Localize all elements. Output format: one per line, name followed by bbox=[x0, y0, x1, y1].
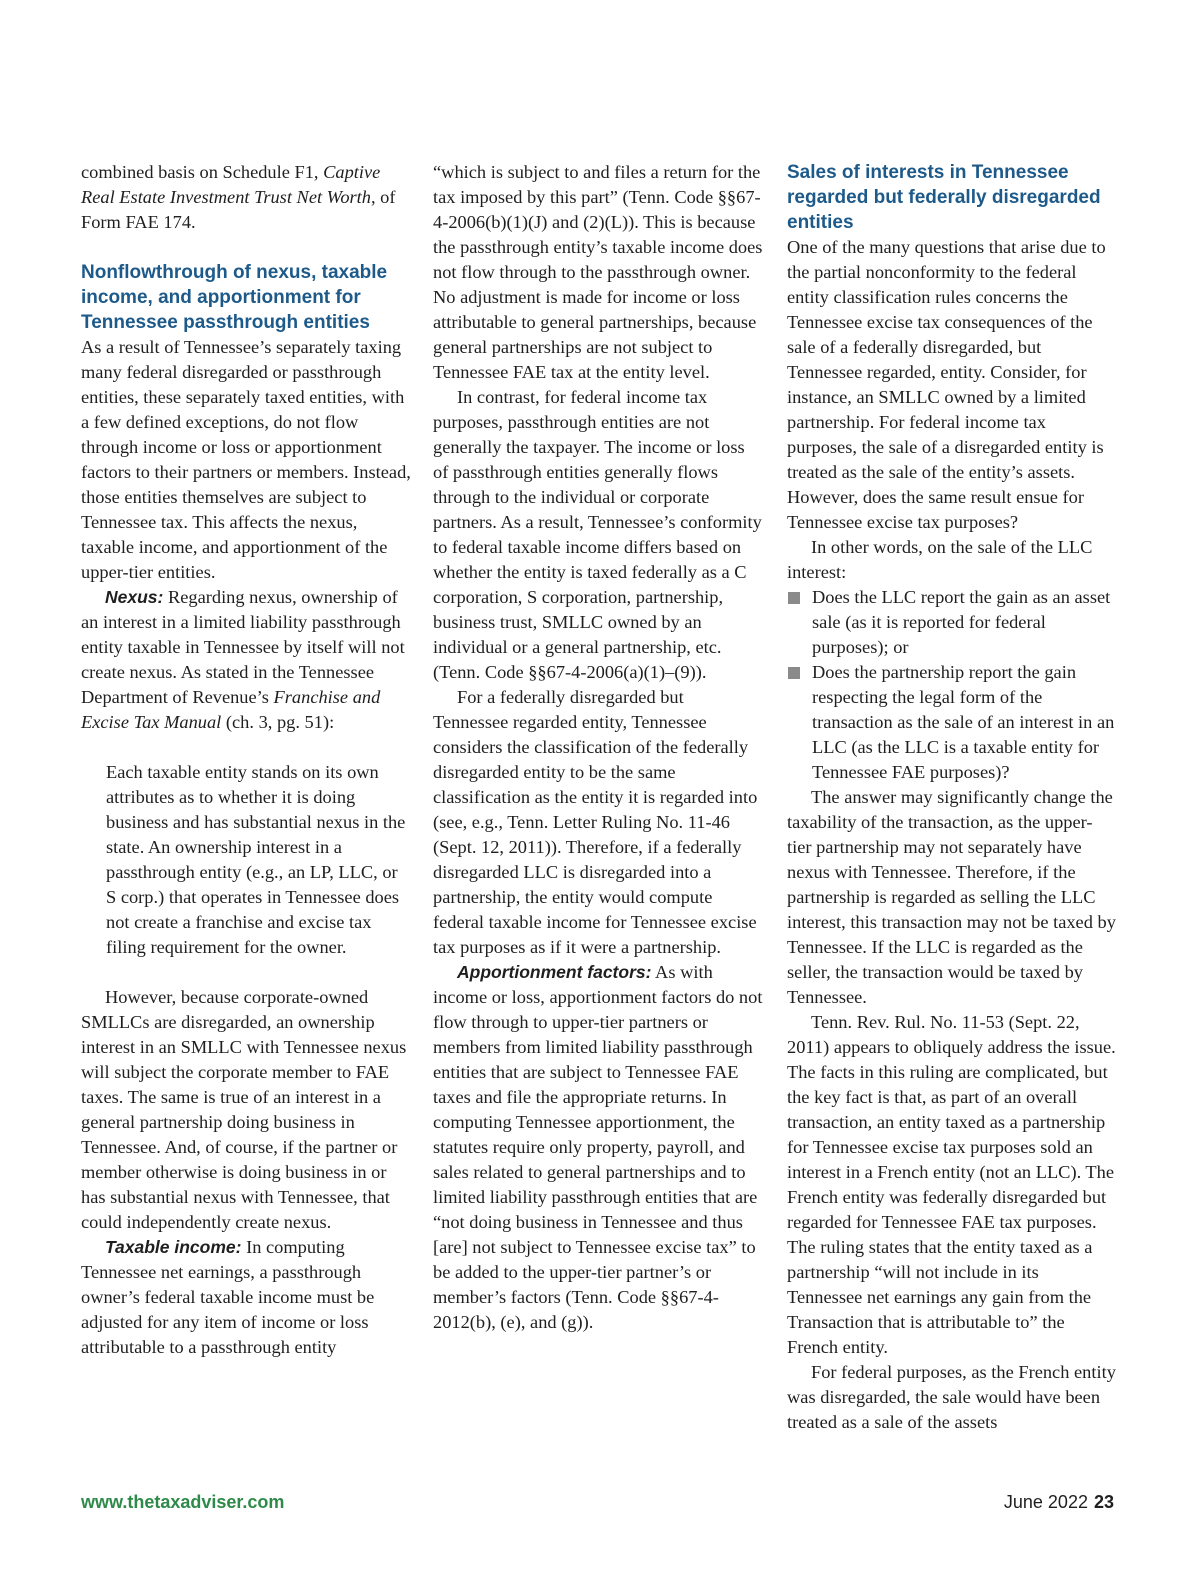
paragraph-which-is-subject: “which is subject to and files a return for the tax imposed by this part” (Tenn. Code §§67-4-2006(b)(1)(J) and (2)(L)). This is because the passthrough entity’s taxable income does not flow through to the passthrough owner. No adjustment is made for income or loss attributable to general partnerships, because general partnerships are not subject to Tennessee FAE tax at the entity level. bbox=[433, 162, 763, 382]
paragraph-nexus: Nexus: Regarding nexus, ownership of an interest in a limited liability passthrough entity taxable in Tennessee by itself will not create nexus. As stated in the Tennessee Department of Revenue’s Franchise and Excise Tax Manual (ch. 3, pg. 51): bbox=[81, 587, 405, 732]
paragraph-schedule-f1: combined basis on Schedule F1, Captive Real Estate Investment Trust Net Worth, of Form FAE 174. bbox=[81, 162, 396, 232]
paragraph-one-of-many-questions: One of the many questions that arise due to the partial nonconformity to the federal entity classification rules concerns the Tennessee excise tax consequences of the sale of a federally disregarded, but Tennessee regarded, entity. Consider, for instance, an SMLLC owned by a limited partnership. For federal income tax purposes, the sale of a disregarded entity is treated as the sale of the entity’s assets. However, does the same result ensue for Tennessee excise tax purposes? bbox=[787, 237, 1106, 532]
nexus-label: Nexus: bbox=[105, 587, 164, 607]
manual-title-italic: Franchise and Excise Tax Manual bbox=[81, 687, 381, 732]
square-bullet-icon bbox=[788, 592, 800, 604]
page-number: 23 bbox=[1093, 1492, 1114, 1512]
website-link[interactable]: www.thetaxadviser.com bbox=[81, 1492, 285, 1512]
taxable-income-label: Taxable income: bbox=[105, 1237, 242, 1257]
paragraph-taxable-income: Taxable income: In computing Tennessee net earnings, a passthrough owner’s federal taxable income must be adjusted for any item of income or loss attributable to a passthrough entity bbox=[81, 1237, 375, 1357]
paragraph-separately-taxing: As a result of Tennessee’s separately taxing many federal disregarded or passthrough entities, these separately taxed entities, with a few defined exceptions, do not flow through income or loss or apportionment factors to their partners or members. Instead, those entities themselves are subject to Tennessee tax. This affects the nexus, taxable income, and apportionment of the upper-tier entities. bbox=[81, 337, 411, 582]
column-3 bbox=[787, 160, 1117, 1435]
paragraph-in-other-words: In other words, on the sale of the LLC interest: bbox=[787, 537, 1093, 582]
page-footer-info bbox=[1004, 1492, 1114, 1513]
list-item: Does the partnership report the gain respecting the legal form of the transaction as the sale of an interest in an LLC (as the LLC is a taxable entity for Tennessee FAE purposes)? bbox=[787, 660, 1117, 785]
issue-date: June 2022 bbox=[1003, 1492, 1088, 1512]
square-bullet-icon bbox=[788, 667, 800, 679]
paragraph-federally-disregarded: For a federally disregarded but Tennessee regarded entity, Tennessee considers the classification of the federally disregarded entity to be the same classification as the entity it is regarded into (see, e.g., Tenn. Letter Ruling No. 11-46 (Sept. 12, 2011)). Therefore, if a federally disregarded LLC is disregarded into a partnership, the entity would compute federal taxable income for Tennessee excise tax purposes as if it were a partnership. bbox=[433, 687, 758, 957]
paragraph-the-answer: The answer may significantly change the taxability of the transaction, as the upper-tier partnership may not separately have nexus with Tennessee. Therefore, if the partnership is regarded as selling the LLC interest, this transaction may not be taxed by Tennessee. If the LLC is regarded as the seller, the transaction would be taxed by Tennessee. bbox=[787, 787, 1116, 1007]
section-heading-nonflowthrough: Nonflowthrough of nexus, taxable income, and apportionment for Tennessee passthrough entities bbox=[81, 262, 388, 333]
paragraph-apportionment-factors: Apportionment factors: As with income or loss, apportionment factors do not flow through to upper-tier partners or members from limited liability passthrough entities that are subject to Tennessee FAE taxes and file the appropriate returns. In computing Tennessee apportionment, the statutes require only property, payroll, and sales related to general partnerships and to limited liability passthrough entities that are “not doing business in Tennessee and thus [are] not subject to Tennessee excise tax” to be added to the upper-tier partner’s or member’s factors (Tenn. Code §§67-4-2012(b), (e), and (g)). bbox=[433, 962, 763, 1332]
apportionment-factors-label: Apportionment factors: bbox=[457, 962, 652, 982]
form-title-italic: Captive Real Estate Investment Trust Net Worth bbox=[81, 162, 381, 207]
section-heading-sales-of-interests: Sales of interests in Tennessee regarded but federally disregarded entities bbox=[787, 162, 1101, 233]
paragraph-in-contrast: In contrast, for federal income tax purposes, passthrough entities are not generally the taxpayer. The income or loss of passthrough entities generally flows through to the individual or corporate partners. As a result, Tennessee’s conformity to federal taxable income differs based on whether the entity is taxed federally as a C corporation, S corporation, partnership, business trust, SMLLC owned by an individual or a general partnership, etc. (Tenn. Code §§67-4-2006(a)(1)–(9)). bbox=[433, 387, 762, 682]
column-2 bbox=[433, 160, 763, 1335]
list-item: Does the LLC report the gain as an asset sale (as it is reported for federal purposes); or bbox=[787, 585, 1117, 660]
block-quote: Each taxable entity stands on its own attributes as to whether it is doing business and has substantial nexus in the state. An ownership interest in a passthrough entity (e.g., an LP, LLC, or S corp.) that operates in Tennessee does not create a franchise and excise tax filing requirement for the owner. bbox=[106, 762, 406, 957]
paragraph-rev-rul: Tenn. Rev. Rul. No. 11-53 (Sept. 22, 2011) appears to obliquely address the issue. The facts in this ruling are complicated, but the key fact is that, as part of an overall transaction, an entity taxed as a partnership for Tennessee excise tax purposes sold an interest in a French entity (not an LLC). The French entity was federally disregarded but regarded for Tennessee FAE tax purposes. The ruling states that the entity taxed as a partnership “will not include in its Tennessee net earnings any gain from the Transaction that is attributable to” the French entity. bbox=[787, 1012, 1116, 1357]
paragraph-federal-purposes: For federal purposes, as the French entity was disregarded, the sale would have been treated as a sale of the assets bbox=[787, 1362, 1116, 1432]
column-1 bbox=[81, 160, 411, 1360]
question-list bbox=[787, 585, 1117, 785]
paragraph-corporate-owned: However, because corporate-owned SMLLCs are disregarded, an ownership interest in an SMLLC with Tennessee nexus will subject the corporate member to FAE taxes. The same is true of an interest in a general partnership doing business in Tennessee. And, of course, if the partner or member otherwise is doing business in or has substantial nexus with Tennessee, that could independently create nexus. bbox=[81, 987, 407, 1232]
